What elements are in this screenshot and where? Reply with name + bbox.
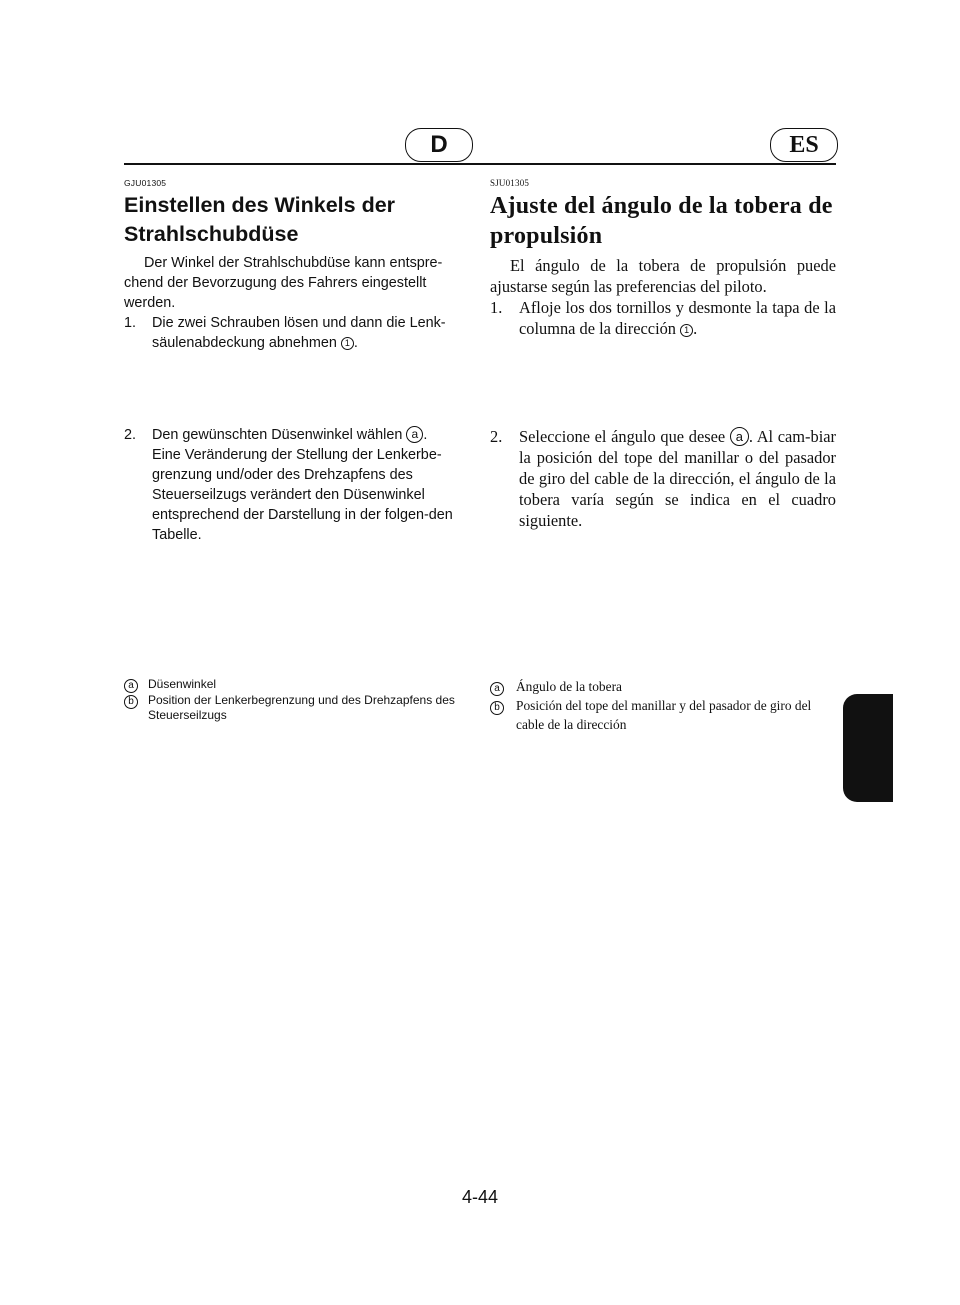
step-number: 1. [490,298,503,317]
step-text: Den gewünschten Düsenwinkel wählen a . Eine Veränderung der Stellung der Lenkerbe-grenzung und/oder des Drehzapfens des Steuerseilzugs verändert den Düsenwinkel entsprechend der Darstellung in der folgen-den Tabelle. [152,427,453,543]
step-1-text: Die zwei Schrauben lösen und dann die Lenk-säulenabdeckung abnehmen [152,315,446,351]
step-1 [490,297,836,339]
step-2-text-b: Eine Veränderung der Stellung der Lenkerbe-grenzung und/oder des Drehzapfens des Steuerseilzugs verändert den Düsenwinkel entsprechend der Darstellung in der folgen-den Tabelle. [152,447,453,543]
step-text: Die zwei Schrauben lösen und dann die Lenk-säulenabdeckung abnehmen 1 . [152,315,446,351]
step-number: 1. [124,315,137,331]
section-title [490,191,836,251]
header-rule [124,163,836,165]
column-spanish [490,178,836,339]
step-2 [490,426,836,531]
step-2-text-a: Den gewünschten Düsenwinkel wählen [152,427,403,443]
step-2-text-a: Seleccione el ángulo que desee [519,427,726,446]
legend-text: Ángulo de la tobera [516,679,622,694]
legend-text: Posición del tope del manillar y del pasador de giro del cable de la dirección [516,698,812,732]
callout-1-marker: 1 [341,337,354,350]
legend-spanish [490,677,836,734]
callout-a-marker: a [730,427,749,446]
language-badge-es: ES [770,128,838,162]
legend-item [124,693,469,723]
legend-text: Position der Lenkerbegrenzung und des Drehzapfens des Steuerseilzugs [148,693,455,722]
legend-text: Düsenwinkel [148,677,217,691]
legend-marker: b [124,695,138,709]
step-2-german [124,425,464,545]
column-german [124,178,464,353]
step-text: Afloje los dos tornillos y desmonte la tapa de la columna de la dirección 1 . [519,298,836,338]
section-title-line1: Einstellen des Winkels der [124,193,396,217]
callout-1-marker: 1 [680,324,693,337]
legend-item [490,677,836,696]
legend-item [490,696,836,734]
step-text: Seleccione el ángulo que desee a . Al cam-biar la posición del tope del manillar o del pasador de giro del cable de la dirección, el ángulo de la tobera varía según se indica en el cuadro siguiente. [519,427,836,530]
language-badge-de: D [405,128,473,162]
section-title-line1: Ajuste del ángulo de la tobera de [490,193,833,219]
section-code: GJU01305 [124,178,167,188]
callout-a-marker: a [406,426,423,443]
legend-marker: a [124,679,138,693]
section-title-line2: Strahlschubdüse [124,222,299,246]
step-2-spanish [490,426,836,531]
legend-marker: a [490,682,504,696]
intro-paragraph: El ángulo de la tobera de propulsión puede ajustarse según las preferencias del piloto. [490,256,836,296]
step-number: 2. [490,427,503,446]
section-title-line2: propulsión [490,223,603,249]
legend-german [124,677,469,723]
step-1-text: Afloje los dos tornillos y desmonte la tapa de la columna de la dirección [519,298,836,338]
section-title [124,191,464,249]
step-2-text-b: Al cam-biar la posición del tope del manillar o del pasador de giro del cable de la dirección, el ángulo de la tobera varía según se indica en el cuadro siguiente. [519,427,836,530]
step-1 [124,313,464,353]
legend-item [124,677,469,693]
legend-marker: b [490,701,504,715]
step-number: 2. [124,427,137,443]
chapter-tab [843,694,893,802]
step-2 [124,425,464,545]
section-code: SJU01305 [490,178,530,188]
intro-paragraph: Der Winkel der Strahlschubdüse kann entspre-chend der Bevorzugung des Fahrers eingestellt werden. [124,255,443,311]
page-number: 4-44 [461,1187,499,1207]
